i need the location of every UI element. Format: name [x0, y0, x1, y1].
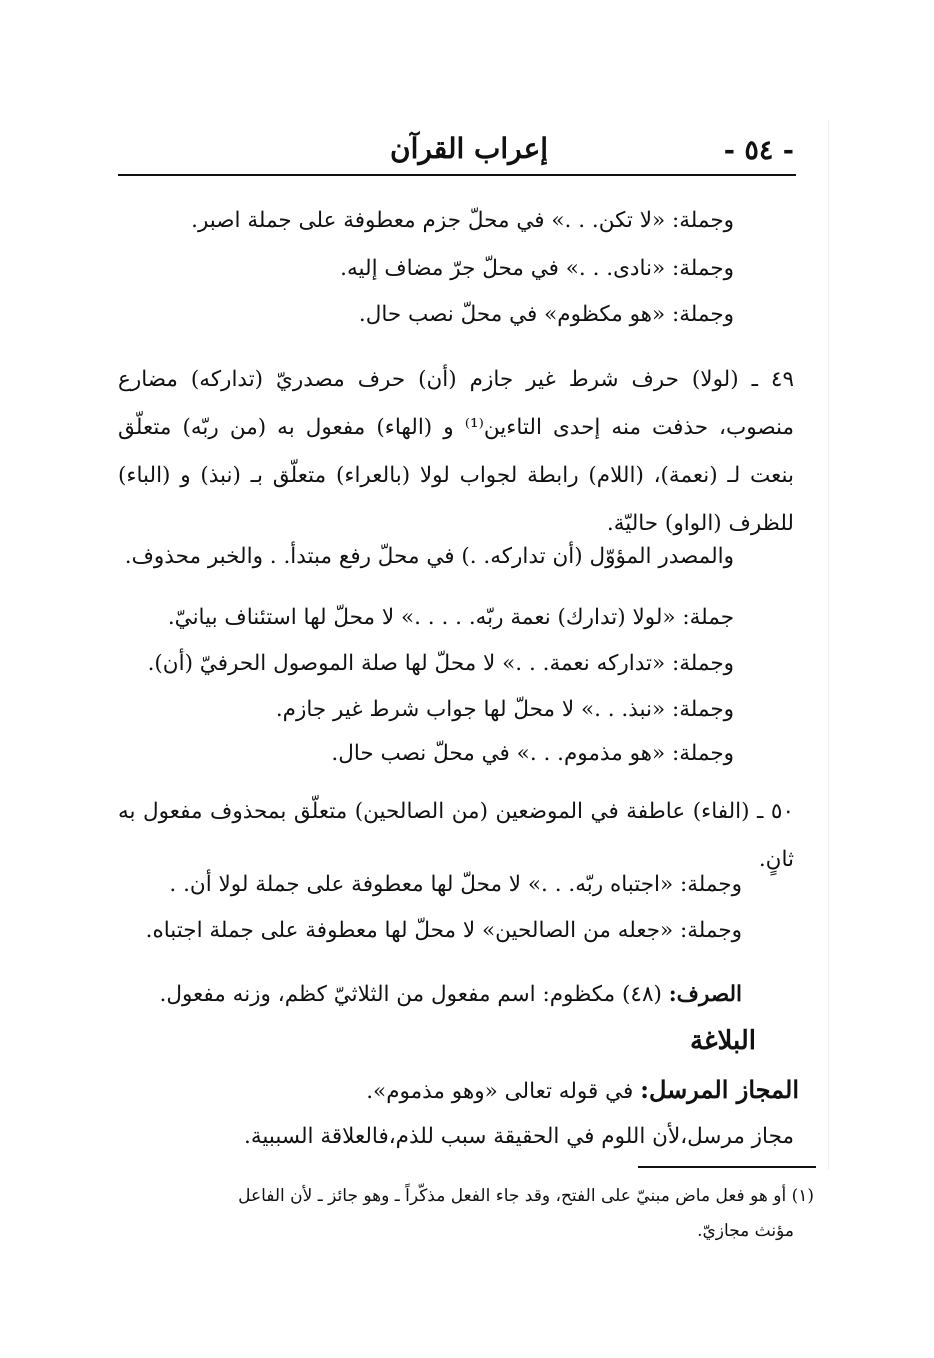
section-heading: البلاغة: [689, 1026, 756, 1056]
paragraph-50: [118, 788, 794, 884]
sarf-label: الصرف:: [668, 982, 742, 1007]
paragraph-50-text: ٥٠ ـ (الفاء) عاطفة في الموضعين (من الصالحين) متعلّق بمحذوف مفعول به ثانٍ.: [118, 799, 794, 872]
page-edge-mark: [828, 120, 829, 1170]
block1-line-3: وجملة: «هو مكظوم» في محلّ نصب حال.: [358, 302, 734, 327]
page-number: - ٥٤ -: [723, 135, 794, 166]
paragraph-49: [118, 356, 794, 548]
majaz-explanation: مجاز مرسل،لأن اللوم في الحقيقة سبب للذم،فالعلاقة السببية.: [244, 1124, 794, 1149]
masdar-line: والمصدر المؤوّل (أن تداركه. .) في محلّ رفع مبتدأ. . والخبر محذوف.: [124, 544, 734, 569]
header-rule: [118, 174, 796, 176]
block3-line-1: وجملة: «اجتباه ربّه. . .» لا محلّ لها معطوفة على جملة لولا أن. .: [169, 872, 742, 897]
footnote-line-2: مؤنث مجازيّ.: [697, 1221, 794, 1241]
majaz-line: [366, 1076, 799, 1105]
paragraph-49-text: ٤٩ ـ (لولا) حرف شرط غير جازم (أن) حرف مصدريّ (تداركه) مضارع منصوب، حذفت منه إحدى التاءين⁽¹⁾ و (الهاء) مفعول به (من ربّه) متعلّق بنعت لـ (نعمة)، (اللام) رابطة لجواب لولا (بالعراء) متعلّق بـ (نبذ) و (الباء) للظرف (الواو) حاليّة.: [118, 367, 794, 536]
block1-line-1: وجملة: «لا تكن. . .» في محلّ جزم معطوفة على جملة اصبر.: [191, 208, 734, 233]
majaz-label: المجاز المرسل:: [640, 1075, 799, 1104]
sarf-line: [160, 982, 743, 1008]
running-title: إعراب القرآن: [390, 132, 549, 165]
block1-line-2: وجملة: «نادى. . .» في محلّ جرّ مضاف إليه.: [340, 256, 734, 281]
footnote-line-1: (١) أو هو فعل ماض مبنيّ على الفتح، وقد جاء الفعل مذكّراً ـ وهو جائز ـ لأن الفاعل: [238, 1186, 814, 1206]
block3-line-2: وجملة: «جعله من الصالحين» لا محلّ لها معطوفة على جملة اجتباه.: [145, 918, 742, 943]
block2-line-4: وجملة: «هو مذموم. . .» في محلّ نصب حال.: [331, 741, 734, 766]
sarf-text: (٤٨) مكظوم: اسم مفعول من الثلاثيّ كظم، وزنه مفعول.: [159, 982, 669, 1007]
block2-line-3: وجملة: «نبذ. . .» لا محلّ لها جواب شرط غير جازم.: [275, 697, 734, 722]
majaz-text: في قوله تعالى «وهو مذموم».: [366, 1079, 641, 1104]
footnote-rule: [638, 1166, 816, 1168]
block2-line-1: جملة: «لولا (تدارك) نعمة ربّه. . . . .» لا محلّ لها استئناف بيانيّ.: [167, 605, 734, 630]
block2-line-2: وجملة: «تداركه نعمة. . .» لا محلّ لها صلة الموصول الحرفيّ (أن).: [147, 651, 734, 676]
